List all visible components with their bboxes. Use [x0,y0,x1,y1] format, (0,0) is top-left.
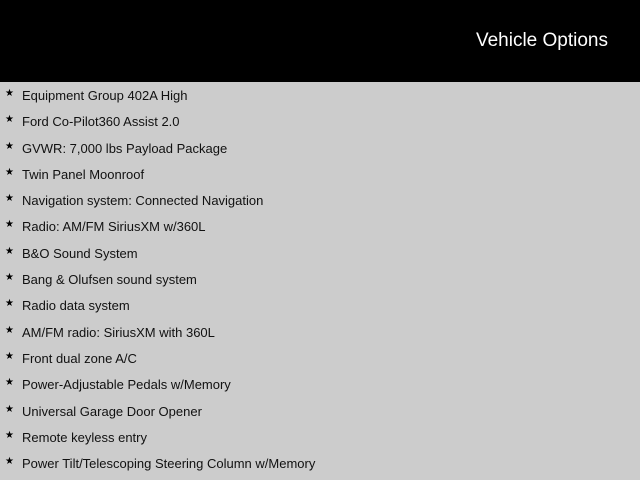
option-label: AM/FM radio: SiriusXM with 360L [22,324,215,340]
star-icon: ★ [5,245,14,257]
list-item [0,161,640,187]
option-label: GVWR: 7,000 lbs Payload Package [22,140,228,156]
star-icon: ★ [5,377,14,389]
option-label: Ford Co-Pilot360 Assist 2.0 [22,114,180,130]
star-icon: ★ [5,298,14,310]
page-title: Vehicle Options [475,30,608,51]
option-label: Universal Garage Door Opener [22,403,202,419]
option-label: Equipment Group 402A High [22,88,188,103]
star-icon: ★ [5,140,14,152]
option-label: Twin Panel Moonroof [22,166,145,182]
star-icon: ★ [5,88,14,99]
option-label: Power Tilt/Telescoping Steering Column w/Memory [22,456,316,472]
star-icon: ★ [5,350,14,362]
list-item [0,240,640,266]
list-item [0,450,640,476]
list-item [0,371,640,397]
option-label: Power-Adjustable Pedals w/Memory [22,377,231,393]
list-item [0,266,640,292]
option-label: Remote keyless entry [22,429,147,445]
list-item [0,135,640,161]
option-label: B&O Sound System [22,245,138,261]
option-label: Radio: AM/FM SiriusXM w/360L [22,219,206,235]
star-icon: ★ [5,114,14,126]
list-item [0,108,640,134]
star-icon: ★ [5,429,14,441]
star-icon: ★ [5,193,14,205]
list-item [0,345,640,371]
star-icon: ★ [5,456,14,468]
option-label: Navigation system: Connected Navigation [22,193,264,209]
option-label: Front dual zone A/C [22,350,137,366]
star-icon: ★ [5,219,14,231]
option-label: Radio data system [22,298,130,314]
star-icon: ★ [5,403,14,415]
star-icon: ★ [5,272,14,284]
list-item [0,424,640,450]
star-icon: ★ [5,166,14,178]
list-item [0,398,640,424]
list-item [0,187,640,213]
options-panel [0,82,640,480]
list-item [0,213,640,239]
star-icon: ★ [5,324,14,336]
list-item [0,319,640,345]
header-bar [0,0,640,82]
option-label: Bang & Olufsen sound system [22,272,197,288]
option-list [0,82,640,476]
list-item [0,82,640,108]
list-item [0,292,640,318]
